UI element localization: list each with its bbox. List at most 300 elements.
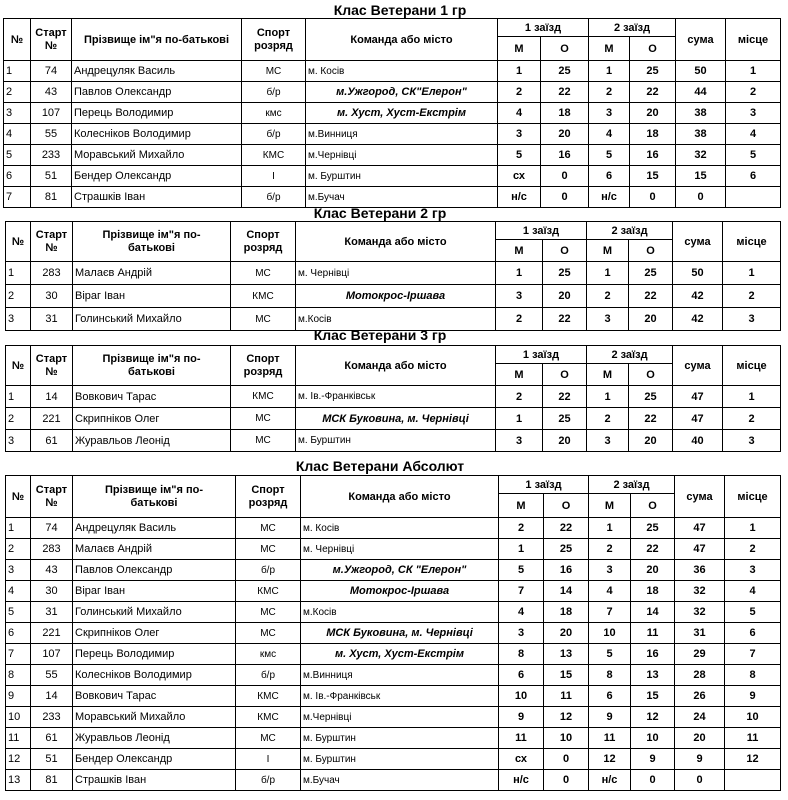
team-or-city: м. Ів.-Франківськ xyxy=(301,686,499,707)
race1-points: 20 xyxy=(541,124,589,145)
sport-rank: МС xyxy=(231,262,296,285)
start-number: 43 xyxy=(31,82,72,103)
rider-name: Скрипніков Олег xyxy=(73,408,231,430)
header-num: № xyxy=(6,476,31,518)
start-number: 14 xyxy=(31,686,73,707)
team-or-city: МСК Буковина, м. Чернівці xyxy=(301,623,499,644)
race1-points: 22 xyxy=(544,518,589,539)
header-o: О xyxy=(543,364,587,386)
row-number: 1 xyxy=(6,262,31,285)
sport-rank: б/р xyxy=(242,124,306,145)
race1-position: 1 xyxy=(498,61,541,82)
final-place: 2 xyxy=(723,285,781,308)
final-place xyxy=(725,770,781,791)
results-table-veterans-absolute xyxy=(5,475,781,791)
team-or-city: Мотокрос-Іршава xyxy=(301,581,499,602)
table-row xyxy=(6,262,781,285)
team-or-city: м. Хуст, Хуст-Екстрім xyxy=(306,103,498,124)
race1-points: 25 xyxy=(543,262,587,285)
row-number: 8 xyxy=(6,665,31,686)
race2-points: 15 xyxy=(630,166,676,187)
sport-rank: б/р xyxy=(236,770,301,791)
header-race-2: 2 заїзд xyxy=(589,476,675,494)
race2-points: 20 xyxy=(631,560,675,581)
race2-points: 15 xyxy=(631,686,675,707)
rider-name: Бендер Олександр xyxy=(72,166,242,187)
row-number: 11 xyxy=(6,728,31,749)
rider-name: Малаєв Андрій xyxy=(73,539,236,560)
race2-points: 22 xyxy=(629,285,673,308)
race2-position: 10 xyxy=(589,623,631,644)
header-name: Прізвище ім"я по- батькові xyxy=(73,222,231,262)
start-number: 61 xyxy=(31,728,73,749)
team-or-city: м. Бурштин xyxy=(296,430,496,452)
final-place: 3 xyxy=(723,430,781,452)
start-number: 30 xyxy=(31,285,73,308)
start-number: 283 xyxy=(31,262,73,285)
header-o: О xyxy=(541,37,589,61)
race2-points: 18 xyxy=(630,124,676,145)
sport-rank: КМС xyxy=(236,707,301,728)
table-title: Клас Ветерани 3 гр xyxy=(313,327,447,343)
total-points: 20 xyxy=(675,728,725,749)
final-place: 4 xyxy=(725,581,781,602)
table-row xyxy=(6,770,781,791)
start-number: 283 xyxy=(31,539,73,560)
header-sum: сума xyxy=(673,346,723,386)
race2-position: 2 xyxy=(587,408,629,430)
final-place: 2 xyxy=(725,539,781,560)
race2-points: 16 xyxy=(630,145,676,166)
sport-rank: МС xyxy=(236,728,301,749)
race1-position: 5 xyxy=(498,145,541,166)
race2-points: 11 xyxy=(631,623,675,644)
start-number: 233 xyxy=(31,707,73,728)
race2-points: 9 xyxy=(631,749,675,770)
race1-position: 4 xyxy=(499,602,544,623)
final-place: 2 xyxy=(723,408,781,430)
final-place: 1 xyxy=(725,518,781,539)
final-place: 7 xyxy=(725,644,781,665)
table-title: Клас Ветерани 2 гр xyxy=(313,205,447,221)
start-number: 31 xyxy=(31,602,73,623)
header-m: М xyxy=(587,364,629,386)
race1-points: 16 xyxy=(544,560,589,581)
total-points: 28 xyxy=(675,665,725,686)
rider-name: Страшків Іван xyxy=(72,187,242,208)
total-points: 47 xyxy=(673,386,723,408)
header-sum: сума xyxy=(676,19,726,61)
table-row xyxy=(4,82,781,103)
header-start: Старт № xyxy=(31,346,73,386)
rider-name: Колесніков Володимир xyxy=(73,665,236,686)
row-number: 2 xyxy=(6,539,31,560)
race2-points: 18 xyxy=(631,581,675,602)
header-race-2: 2 заїзд xyxy=(587,222,673,240)
team-or-city: м. Чернівці xyxy=(301,539,499,560)
table-row xyxy=(6,728,781,749)
total-points: 40 xyxy=(673,430,723,452)
table-row xyxy=(6,408,781,430)
race1-position: н/с xyxy=(499,770,544,791)
race1-points: 14 xyxy=(544,581,589,602)
start-number: 107 xyxy=(31,103,72,124)
race2-points: 12 xyxy=(631,707,675,728)
start-number: 55 xyxy=(31,665,73,686)
race2-points: 25 xyxy=(629,262,673,285)
header-m: М xyxy=(496,240,543,262)
table-row xyxy=(6,581,781,602)
row-number: 12 xyxy=(6,749,31,770)
row-number: 13 xyxy=(6,770,31,791)
rider-name: Вовкович Тарас xyxy=(73,686,236,707)
total-points: 44 xyxy=(676,82,726,103)
race2-position: н/с xyxy=(589,187,630,208)
row-number: 3 xyxy=(4,103,31,124)
race2-position: 1 xyxy=(587,262,629,285)
sport-rank: МС xyxy=(242,61,306,82)
header-race-2: 2 заїзд xyxy=(589,19,676,37)
race2-position: 6 xyxy=(589,166,630,187)
row-number: 5 xyxy=(6,602,31,623)
race1-position: 11 xyxy=(499,728,544,749)
table-row xyxy=(6,623,781,644)
start-number: 221 xyxy=(31,623,73,644)
row-number: 1 xyxy=(6,518,31,539)
start-number: 30 xyxy=(31,581,73,602)
race1-position: сх xyxy=(498,166,541,187)
sport-rank: І xyxy=(236,749,301,770)
rider-name: Моравський Михайло xyxy=(72,145,242,166)
sport-rank: б/р xyxy=(242,82,306,103)
team-or-city: м.Чернівці xyxy=(301,707,499,728)
total-points: 50 xyxy=(676,61,726,82)
row-number: 4 xyxy=(6,581,31,602)
race1-position: 8 xyxy=(499,644,544,665)
team-or-city: м. Косів xyxy=(301,518,499,539)
header-race-1: 1 заїзд xyxy=(499,476,589,494)
header-name: Прізвище ім"я по- батькові xyxy=(73,346,231,386)
team-or-city: м. Хуст, Хуст-Екстрім xyxy=(301,644,499,665)
row-number: 3 xyxy=(6,430,31,452)
race1-points: 0 xyxy=(544,749,589,770)
rider-name: Андрецуляк Василь xyxy=(73,518,236,539)
header-race-2: 2 заїзд xyxy=(587,346,673,364)
race2-points: 22 xyxy=(630,82,676,103)
start-number: 233 xyxy=(31,145,72,166)
race1-points: 25 xyxy=(541,61,589,82)
total-points: 31 xyxy=(675,623,725,644)
sport-rank: МС xyxy=(236,539,301,560)
header-m: М xyxy=(589,37,630,61)
sport-rank: б/р xyxy=(242,187,306,208)
sport-rank: КМС xyxy=(231,285,296,308)
header-team: Команда або місто xyxy=(301,476,499,518)
sport-rank: І xyxy=(242,166,306,187)
race2-points: 22 xyxy=(631,539,675,560)
rider-name: Віраг Іван xyxy=(73,285,231,308)
rider-name: Віраг Іван xyxy=(73,581,236,602)
race2-points: 10 xyxy=(631,728,675,749)
rider-name: Скрипніков Олег xyxy=(73,623,236,644)
total-points: 38 xyxy=(676,103,726,124)
table-row xyxy=(6,665,781,686)
header-m: М xyxy=(499,494,544,518)
sport-rank: МС xyxy=(231,308,296,331)
table-row xyxy=(6,430,781,452)
header-place: місце xyxy=(723,222,781,262)
rider-name: Вовкович Тарас xyxy=(73,386,231,408)
race2-points: 14 xyxy=(631,602,675,623)
race2-position: 8 xyxy=(589,665,631,686)
table-row xyxy=(6,539,781,560)
team-or-city: м.Ужгород, СК "Елерон" xyxy=(301,560,499,581)
row-number: 6 xyxy=(6,623,31,644)
total-points: 24 xyxy=(675,707,725,728)
team-or-city: м.Косів xyxy=(301,602,499,623)
total-points: 32 xyxy=(675,581,725,602)
race1-points: 25 xyxy=(543,408,587,430)
team-or-city: м. Косів xyxy=(306,61,498,82)
row-number: 5 xyxy=(4,145,31,166)
race1-points: 12 xyxy=(544,707,589,728)
results-table-veterans-1 xyxy=(3,18,781,208)
sport-rank: кмс xyxy=(236,644,301,665)
team-or-city: м.Чернівці xyxy=(306,145,498,166)
start-number: 74 xyxy=(31,518,73,539)
race1-points: 10 xyxy=(544,728,589,749)
start-number: 51 xyxy=(31,749,73,770)
final-place: 3 xyxy=(723,308,781,331)
total-points: 26 xyxy=(675,686,725,707)
race2-points: 22 xyxy=(629,408,673,430)
race1-points: 0 xyxy=(541,166,589,187)
team-or-city: м. Бурштин xyxy=(301,728,499,749)
start-number: 74 xyxy=(31,61,72,82)
sport-rank: КМС xyxy=(236,686,301,707)
table-row xyxy=(4,103,781,124)
final-place: 5 xyxy=(725,602,781,623)
rider-name: Голинський Михайло xyxy=(73,308,231,331)
race1-position: 1 xyxy=(496,408,543,430)
row-number: 7 xyxy=(4,187,31,208)
table-row xyxy=(4,61,781,82)
race1-position: н/с xyxy=(498,187,541,208)
final-place: 9 xyxy=(725,686,781,707)
total-points: 42 xyxy=(673,285,723,308)
header-place: місце xyxy=(726,19,781,61)
race1-points: 22 xyxy=(543,308,587,331)
header-num: № xyxy=(6,346,31,386)
sport-rank: МС xyxy=(236,518,301,539)
rider-name: Страшків Іван xyxy=(73,770,236,791)
total-points: 36 xyxy=(675,560,725,581)
team-or-city: м.Бучач xyxy=(306,187,498,208)
team-or-city: м. Ів.-Франківськ xyxy=(296,386,496,408)
table-row xyxy=(4,145,781,166)
header-sport: Спорт розряд xyxy=(242,19,306,61)
race1-points: 20 xyxy=(543,285,587,308)
race2-points: 13 xyxy=(631,665,675,686)
header-o: О xyxy=(629,240,673,262)
header-race-1: 1 заїзд xyxy=(498,19,589,37)
row-number: 1 xyxy=(4,61,31,82)
row-number: 3 xyxy=(6,560,31,581)
header-team: Команда або місто xyxy=(306,19,498,61)
race2-position: 1 xyxy=(589,61,630,82)
start-number: 221 xyxy=(31,408,73,430)
rider-name: Перець Володимир xyxy=(73,644,236,665)
sport-rank: б/р xyxy=(236,560,301,581)
header-race-1: 1 заїзд xyxy=(496,346,587,364)
race2-position: 12 xyxy=(589,749,631,770)
results-table-veterans-3 xyxy=(5,345,781,452)
sport-rank: МС xyxy=(236,623,301,644)
start-number: 81 xyxy=(31,187,72,208)
final-place: 3 xyxy=(726,103,781,124)
header-start: Старт № xyxy=(31,222,73,262)
race1-points: 22 xyxy=(541,82,589,103)
header-m: М xyxy=(589,494,631,518)
race2-position: 3 xyxy=(589,560,631,581)
table-row xyxy=(6,386,781,408)
row-number: 4 xyxy=(4,124,31,145)
team-or-city: м. Бурштин xyxy=(301,749,499,770)
header-name: Прізвище ім"я по-батькові xyxy=(72,19,242,61)
row-number: 3 xyxy=(6,308,31,331)
rider-name: Перець Володимир xyxy=(72,103,242,124)
table-row xyxy=(4,124,781,145)
start-number: 14 xyxy=(31,386,73,408)
final-place: 3 xyxy=(725,560,781,581)
rider-name: Журавльов Леонід xyxy=(73,430,231,452)
race2-position: 2 xyxy=(589,539,631,560)
sport-rank: КМС xyxy=(236,581,301,602)
race1-points: 0 xyxy=(544,770,589,791)
row-number: 2 xyxy=(4,82,31,103)
rider-name: Малаєв Андрій xyxy=(73,262,231,285)
team-or-city: Мотокрос-Іршава xyxy=(296,285,496,308)
race1-points: 20 xyxy=(544,623,589,644)
header-race-1: 1 заїзд xyxy=(496,222,587,240)
race1-points: 18 xyxy=(544,602,589,623)
race2-points: 25 xyxy=(629,386,673,408)
header-sum: сума xyxy=(673,222,723,262)
start-number: 107 xyxy=(31,644,73,665)
race2-position: 4 xyxy=(589,581,631,602)
table-row xyxy=(6,560,781,581)
team-or-city: м.Винниця xyxy=(301,665,499,686)
row-number: 2 xyxy=(6,408,31,430)
final-place: 8 xyxy=(725,665,781,686)
header-start: Старт № xyxy=(31,19,72,61)
race1-position: сх xyxy=(499,749,544,770)
total-points: 42 xyxy=(673,308,723,331)
table-title: Клас Ветерани Абсолют xyxy=(295,458,465,474)
total-points: 32 xyxy=(676,145,726,166)
header-sport: Спорт розряд xyxy=(231,222,296,262)
race1-points: 15 xyxy=(544,665,589,686)
rider-name: Павлов Олександр xyxy=(72,82,242,103)
final-place: 10 xyxy=(725,707,781,728)
total-points: 47 xyxy=(675,518,725,539)
race2-points: 25 xyxy=(631,518,675,539)
header-m: М xyxy=(498,37,541,61)
race1-position: 3 xyxy=(496,430,543,452)
final-place: 4 xyxy=(726,124,781,145)
race2-position: 1 xyxy=(589,518,631,539)
row-number: 9 xyxy=(6,686,31,707)
total-points: 15 xyxy=(676,166,726,187)
final-place xyxy=(726,187,781,208)
final-place: 6 xyxy=(726,166,781,187)
start-number: 81 xyxy=(31,770,73,791)
header-m: М xyxy=(496,364,543,386)
total-points: 32 xyxy=(675,602,725,623)
race2-points: 20 xyxy=(629,308,673,331)
results-table-veterans-2 xyxy=(5,221,781,331)
race1-position: 10 xyxy=(499,686,544,707)
race1-position: 4 xyxy=(498,103,541,124)
team-or-city: м.Косів xyxy=(296,308,496,331)
header-place: місце xyxy=(723,346,781,386)
race1-position: 1 xyxy=(496,262,543,285)
row-number: 2 xyxy=(6,285,31,308)
sport-rank: МС xyxy=(231,430,296,452)
header-start: Старт № xyxy=(31,476,73,518)
final-place: 5 xyxy=(726,145,781,166)
table-row xyxy=(6,707,781,728)
race2-position: н/с xyxy=(589,770,631,791)
total-points: 47 xyxy=(673,408,723,430)
race1-position: 7 xyxy=(499,581,544,602)
header-team: Команда або місто xyxy=(296,222,496,262)
table-row xyxy=(6,749,781,770)
race1-points: 25 xyxy=(544,539,589,560)
total-points: 9 xyxy=(675,749,725,770)
sport-rank: МС xyxy=(231,408,296,430)
row-number: 1 xyxy=(6,386,31,408)
race2-position: 2 xyxy=(589,82,630,103)
race2-points: 0 xyxy=(630,187,676,208)
final-place: 1 xyxy=(723,262,781,285)
race1-points: 11 xyxy=(544,686,589,707)
team-or-city: м.Винниця xyxy=(306,124,498,145)
race1-position: 2 xyxy=(496,386,543,408)
start-number: 31 xyxy=(31,308,73,331)
rider-name: Голинський Михайло xyxy=(73,602,236,623)
race1-position: 3 xyxy=(498,124,541,145)
race2-position: 6 xyxy=(589,686,631,707)
header-o: О xyxy=(544,494,589,518)
race2-position: 3 xyxy=(587,430,629,452)
header-o: О xyxy=(543,240,587,262)
race1-points: 0 xyxy=(541,187,589,208)
team-or-city: м.Ужгород, СК"Елерон" xyxy=(306,82,498,103)
race1-position: 9 xyxy=(499,707,544,728)
race1-position: 3 xyxy=(499,623,544,644)
race2-position: 11 xyxy=(589,728,631,749)
race2-position: 1 xyxy=(587,386,629,408)
race2-position: 9 xyxy=(589,707,631,728)
final-place: 2 xyxy=(726,82,781,103)
race1-points: 13 xyxy=(544,644,589,665)
race2-position: 5 xyxy=(589,145,630,166)
race1-position: 6 xyxy=(499,665,544,686)
rider-name: Андрецуляк Василь xyxy=(72,61,242,82)
race2-points: 0 xyxy=(631,770,675,791)
race2-position: 3 xyxy=(589,103,630,124)
